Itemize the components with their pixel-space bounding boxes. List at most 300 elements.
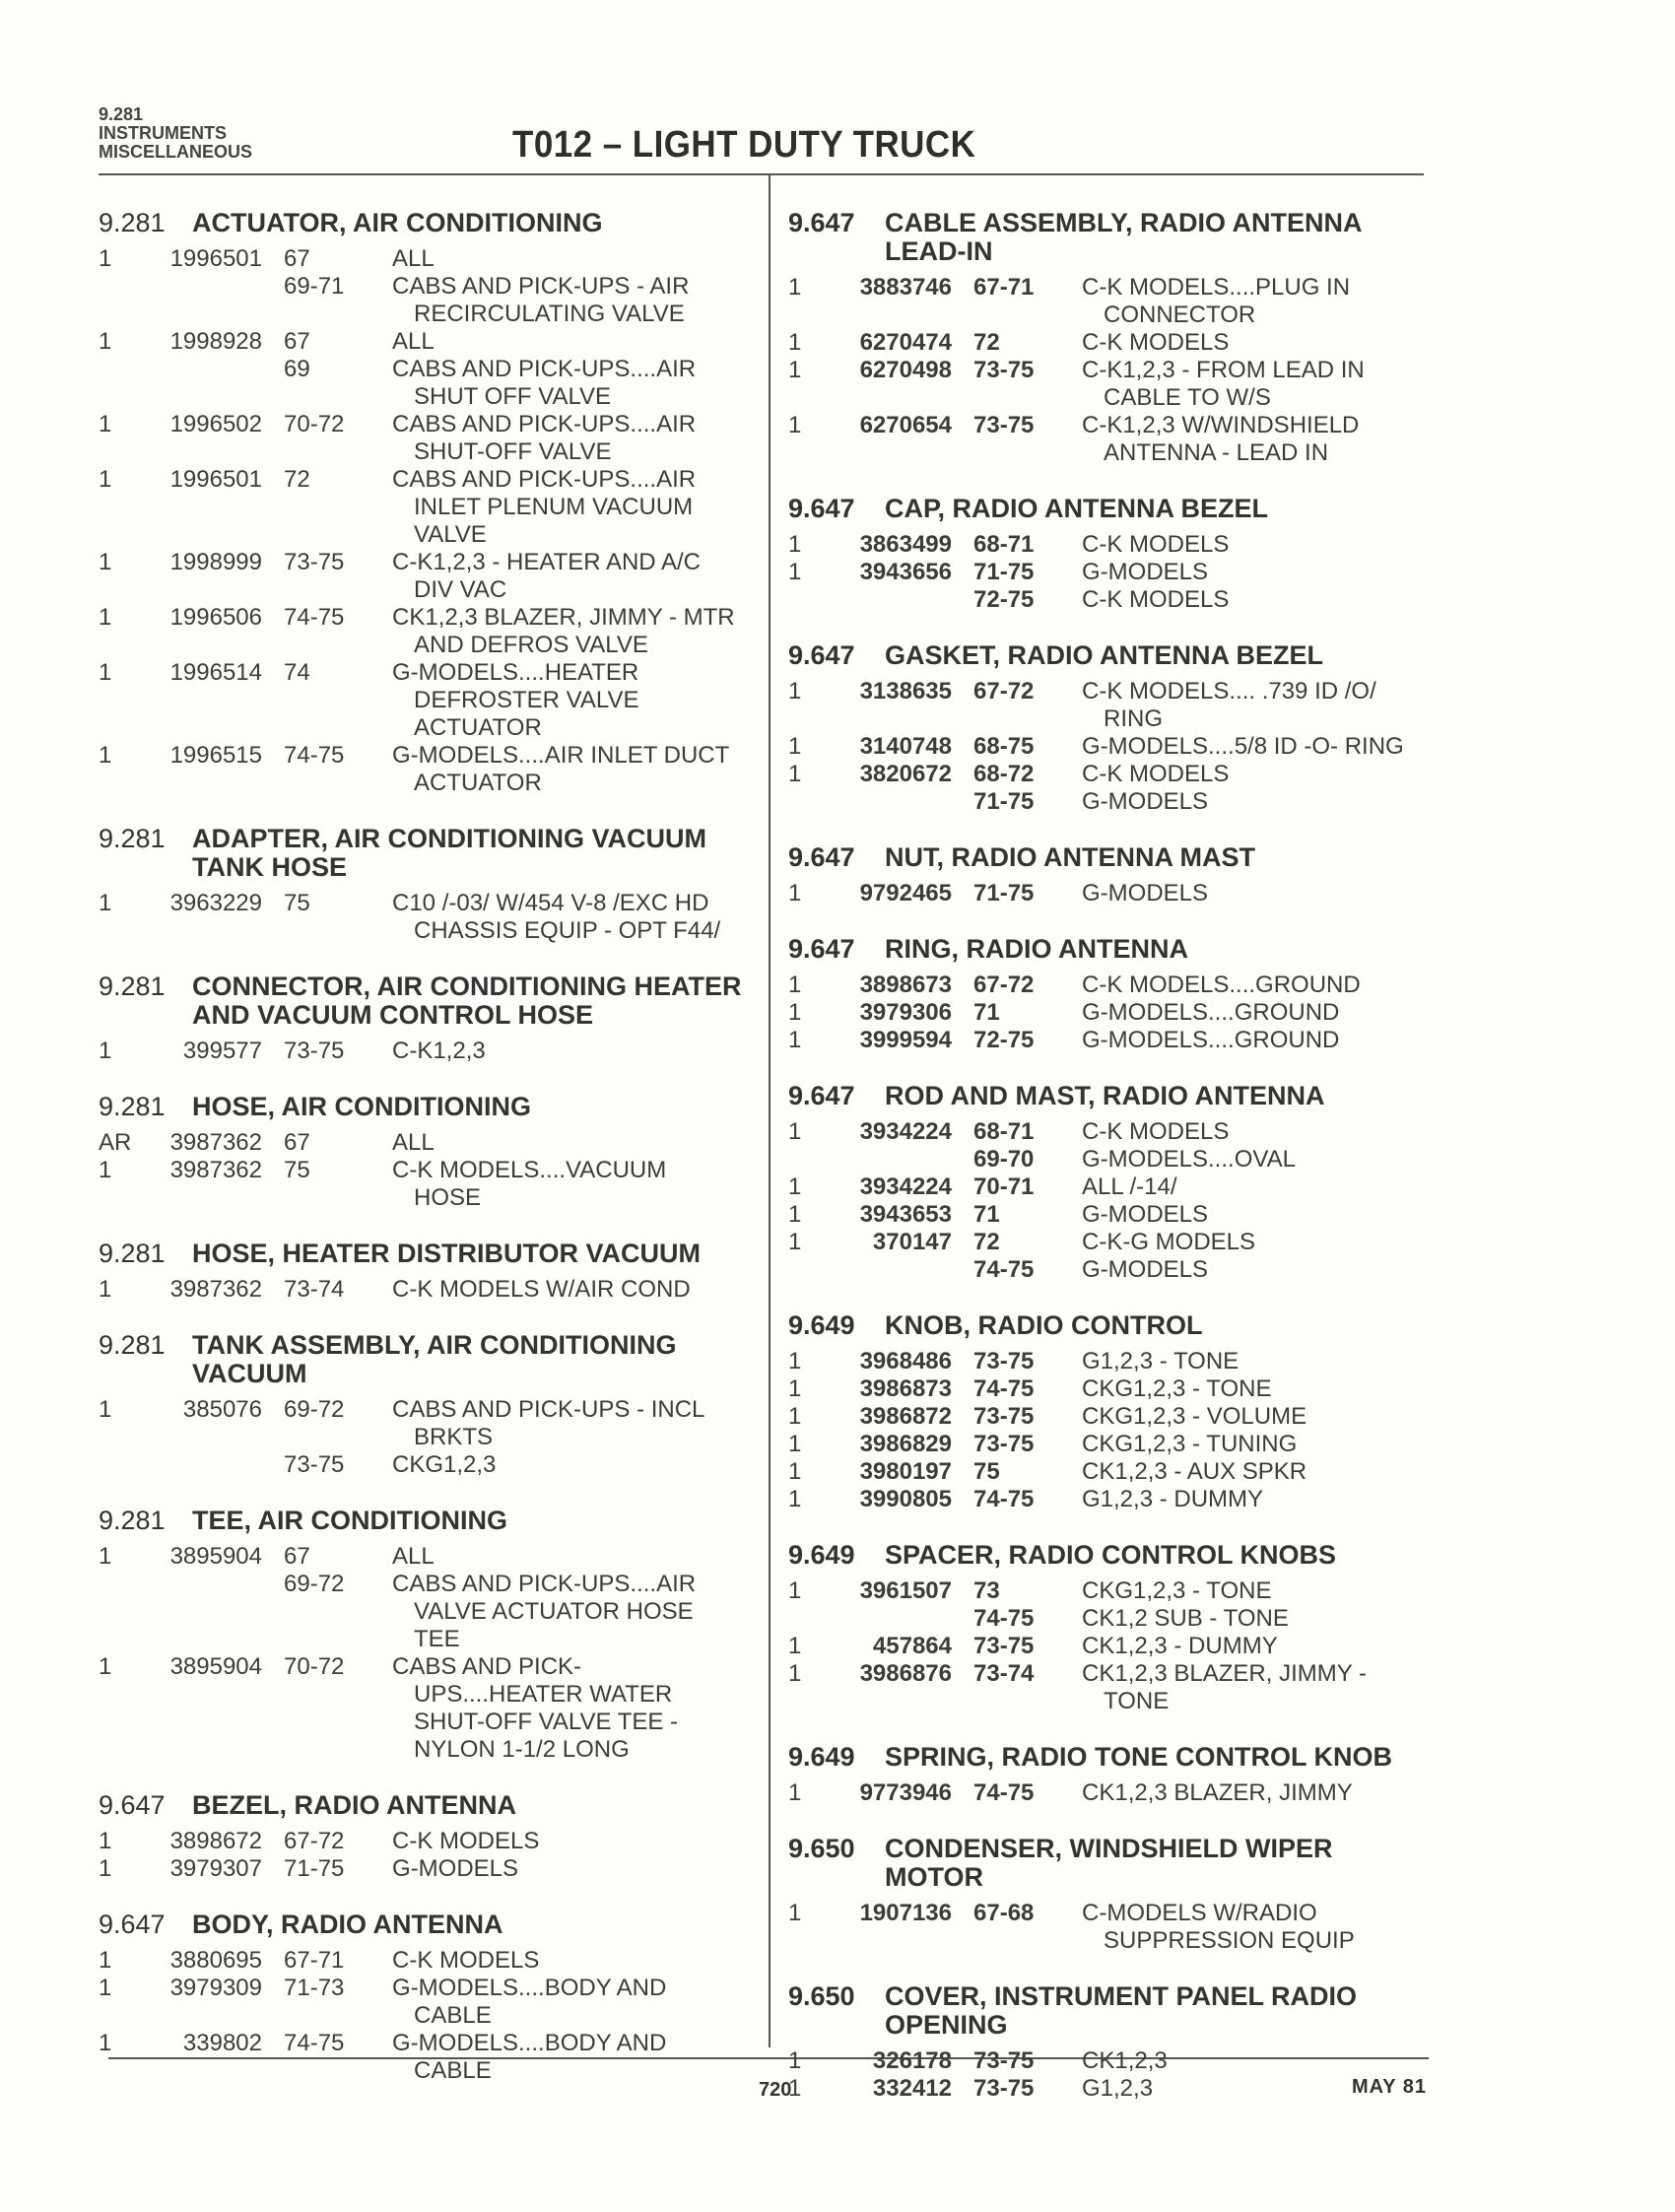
section-code: 9.647 [788,208,855,237]
model-years: 74-75 [973,1486,1035,1512]
model-years: 67-72 [973,972,1035,998]
part-number: 1998999 [169,549,262,575]
section-title: GASKET, RADIO ANTENNA BEZEL [885,640,1324,670]
model-years: 71-75 [284,1855,345,1882]
part-description [1072,1173,1439,1201]
part-row [788,1146,1439,1173]
section-title: RING, RADIO ANTENNA [885,934,1188,964]
part-number: 370147 [872,1229,952,1255]
section-heading [788,495,1439,523]
quantity: 1 [788,1577,802,1604]
part-row [788,1229,1439,1256]
part-row [788,1779,1439,1807]
parts-section [99,825,749,945]
part-description [1072,1229,1439,1256]
model-years: 74-75 [973,1605,1035,1632]
description-line: G-MODELS....BODY AND [392,2030,667,2056]
part-number: 3979307 [169,1855,262,1882]
part-description [1072,2047,1439,2075]
part-description [382,1855,749,1883]
section-heading [788,209,1439,266]
quantity [788,586,826,614]
model-years: 71-75 [973,880,1035,906]
quantity [788,788,826,816]
part-number: 9792465 [859,880,952,906]
part-description [382,1828,749,1855]
model-years: 68-71 [973,531,1035,558]
part-number [826,1146,952,1173]
model-years: 73-74 [973,1660,1035,1687]
part-row [788,1660,1439,1715]
part-number: 3986876 [859,1660,952,1687]
model-years: 73-75 [973,1431,1035,1457]
description-line: CK1,2 SUB - TONE [1082,1605,1289,1632]
part-row [99,1975,749,2030]
description-line: NYLON 1-1/2 LONG [414,1736,630,1763]
part-description [382,1543,749,1571]
part-number: 1996501 [169,466,262,493]
part-row [788,1173,1439,1201]
part-description [1072,1458,1439,1486]
model-years: 69-72 [284,1396,345,1423]
section-heading [99,1093,749,1121]
model-years: 73-75 [973,1633,1035,1659]
section-title: NUT, RADIO ANTENNA MAST [885,842,1255,872]
part-row [788,1375,1439,1403]
part-number: 3898672 [169,1828,262,1854]
section-code: 9.650 [788,1981,855,2011]
section-header [99,105,252,162]
model-years: 74-75 [284,604,345,631]
description-line: SHUT-OFF VALVE [414,438,612,465]
quantity: 1 [788,1229,802,1255]
model-years: 73 [973,1577,1000,1604]
description-line: AND DEFROS VALVE [414,632,648,658]
section-heading [99,1910,749,1939]
model-years: 67-68 [973,1900,1035,1926]
section-code: 9.281 [99,1092,166,1121]
part-number: 3140748 [859,733,952,760]
quantity: 1 [99,245,112,272]
part-row [788,1458,1439,1486]
description-line: CKG1,2,3 - TONE [1082,1375,1272,1402]
section-title: SPRING, RADIO TONE CONTROL KNOB [885,1742,1393,1772]
part-number: 6270474 [859,329,952,356]
section-code: 9.647 [788,494,855,523]
part-description [382,659,749,742]
section-heading [99,209,749,237]
description-line: G-MODELS....OVAL [1082,1146,1296,1173]
section-code: 9.281 [99,1506,166,1535]
section-code: 9.650 [788,1834,855,1863]
description-line: DEFROSTER VALVE [414,687,639,713]
part-description [1072,1256,1439,1284]
part-number: 3986829 [859,1431,952,1457]
description-line: CABLE TO W/S [1104,384,1271,411]
part-row [788,1256,1439,1284]
description-line: C-MODELS W/RADIO [1082,1900,1317,1926]
model-years: 74-75 [284,2030,345,2056]
quantity: 1 [99,1975,112,2001]
part-number: 3934224 [859,1173,952,1200]
model-years: 69-72 [284,1571,345,1597]
part-description [382,1975,749,2030]
section-code: 9.281 [99,1330,166,1360]
description-line: C-K MODELS.... .739 ID /O/ [1082,678,1376,704]
part-row [99,742,749,797]
model-years: 69 [284,356,310,382]
section-code: 9.281 [99,824,166,853]
part-description [1072,531,1439,559]
part-row [788,1577,1439,1605]
quantity: 1 [99,549,112,575]
part-description [382,411,749,466]
part-row [788,733,1439,761]
right-column [788,209,1439,2130]
model-years: 73-75 [973,2047,1035,2074]
quantity: 1 [99,1038,112,1064]
part-row [99,1276,749,1304]
quantity: 1 [99,1947,112,1974]
page-title: T012 – LIGHT DUTY TRUCK [512,124,976,166]
section-code: 9.647 [788,934,855,964]
quantity: 1 [99,1157,112,1183]
parts-section [99,1910,749,2085]
part-row [788,559,1439,586]
description-line: TONE [1104,1688,1170,1714]
section-title: ADAPTER, AIR CONDITIONING VACUUM TANK HOSE [192,824,706,882]
part-row [788,1633,1439,1660]
model-years: 68-72 [973,761,1035,787]
section-title: HOSE, HEATER DISTRIBUTOR VACUUM [192,1239,702,1268]
part-description [1072,1633,1439,1660]
part-description [1072,1577,1439,1605]
part-number: 3961507 [859,1577,952,1604]
quantity: 1 [788,1027,802,1053]
part-description [1072,274,1439,329]
quantity: 1 [788,999,802,1026]
part-row [99,466,749,549]
quantity: 1 [788,274,802,301]
section-heading [788,935,1439,964]
part-number: 3883746 [859,274,952,301]
part-number: 3880695 [169,1947,262,1974]
quantity: 1 [788,1403,802,1430]
description-line: C-K MODELS [1082,531,1230,558]
parts-section [788,1743,1439,1807]
part-row [788,531,1439,559]
part-row [99,1451,749,1479]
part-number: 332412 [872,2075,952,2102]
column-divider [769,175,770,2047]
part-number [826,1256,952,1284]
description-line: C-K1,2,3 - HEATER AND A/C [392,549,701,575]
section-heading [99,1507,749,1535]
part-description [382,273,749,328]
section-heading [788,1835,1439,1892]
model-years: 67-71 [973,274,1035,301]
part-description [382,1653,749,1764]
model-years: 72 [973,1229,1000,1255]
parts-section [99,1093,749,1212]
part-row [99,549,749,604]
model-years: 67 [284,1129,310,1156]
description-line: SHUT-OFF VALVE TEE - [414,1709,679,1735]
model-years: 71-73 [284,1975,345,2001]
part-row [788,972,1439,999]
part-number: 1996514 [169,659,262,686]
part-row [788,274,1439,329]
model-years: 72 [973,329,1000,356]
part-row [788,1605,1439,1633]
description-line: C-K MODELS [392,1947,540,1974]
section-heading [788,1311,1439,1340]
quantity: 1 [788,880,802,906]
part-description [382,245,749,273]
part-number: 3999594 [859,1027,952,1053]
quantity: 1 [788,1375,802,1402]
description-line: G-MODELS [1082,880,1209,906]
part-number [136,356,262,411]
part-description [382,356,749,411]
description-line: CKG1,2,3 [392,1451,497,1478]
part-number: 3986872 [859,1403,952,1430]
part-row [99,1543,749,1571]
description-line: CABS AND PICK-UPS - INCL [392,1396,705,1423]
part-row [99,1571,749,1653]
quantity [99,1451,136,1479]
part-description [1072,1348,1439,1375]
description-line: VALVE ACTUATOR HOSE [414,1598,694,1625]
part-number: 339802 [182,2030,262,2056]
description-line: G-MODELS....HEATER [392,659,639,686]
part-number [826,788,952,816]
part-number: 1998928 [169,328,262,355]
quantity: 1 [99,1276,112,1303]
part-number: 3934224 [859,1118,952,1145]
model-years: 71-75 [973,788,1035,815]
description-line: CABS AND PICK-UPS - AIR [392,273,690,300]
part-row [99,1396,749,1451]
description-line: HOSE [414,1184,482,1211]
part-description [1072,788,1439,816]
section-heading [788,843,1439,872]
part-description [1072,999,1439,1027]
description-line: C-K1,2,3 W/WINDSHIELD [1082,412,1360,438]
description-line: CABS AND PICK-UPS....AIR [392,466,697,493]
part-description [382,1396,749,1451]
section-code: 9.647 [788,842,855,872]
description-line: C-K MODELS....GROUND [1082,972,1361,998]
section-title: TANK ASSEMBLY, AIR CONDITIONING VACUUM [192,1330,677,1388]
description-line: RECIRCULATING VALVE [414,301,685,327]
part-row [99,245,749,273]
part-description [1072,1118,1439,1146]
section-title: BODY, RADIO ANTENNA [192,1910,503,1939]
part-description [1072,1146,1439,1173]
section-title: BEZEL, RADIO ANTENNA [192,1790,516,1820]
description-line: ALL [392,245,435,272]
quantity: 1 [788,412,802,438]
quantity: 1 [788,329,802,356]
description-line: C-K MODELS....VACUUM [392,1157,667,1183]
part-row [788,1027,1439,1054]
description-line: CHASSIS EQUIP - OPT F44/ [414,917,721,944]
part-row [99,1038,749,1065]
quantity: 1 [788,678,802,704]
description-line: ALL [392,328,435,355]
description-line: C10 /-03/ W/454 V-8 /EXC HD [392,890,709,916]
section-title: HOSE, AIR CONDITIONING [192,1092,532,1121]
section-heading [788,1982,1439,2040]
quantity: 1 [788,733,802,760]
description-line: CKG1,2,3 - TONE [1082,1577,1272,1604]
part-description [382,890,749,945]
part-number: 1996501 [169,245,262,272]
part-number [136,1451,262,1479]
part-number: 3895904 [169,1543,262,1570]
part-number: 3990805 [859,1486,952,1512]
part-row [788,1403,1439,1431]
section-code: 9.647 [788,1081,855,1110]
quantity: 1 [788,2075,802,2102]
part-row [99,273,749,328]
model-years: 73-75 [973,1348,1035,1374]
part-number: 1996515 [169,742,262,769]
part-description [1072,972,1439,999]
description-line: CABS AND PICK-UPS....AIR [392,356,697,382]
quantity: 1 [99,466,112,493]
model-years: 74 [284,659,310,686]
part-description [1072,329,1439,357]
quantity: 1 [788,1633,802,1659]
quantity: 1 [788,531,802,558]
part-number: 3987362 [169,1157,262,1183]
quantity [99,1571,136,1653]
description-line: CKG1,2,3 - TUNING [1082,1431,1298,1457]
description-line: C-K1,2,3 - FROM LEAD IN [1082,357,1365,383]
part-description [382,1947,749,1975]
model-years: 67 [284,245,310,272]
quantity: 1 [99,1855,112,1882]
part-row [788,1348,1439,1375]
model-years: 67-72 [973,678,1035,704]
part-description [1072,880,1439,907]
model-years: 71-75 [973,559,1035,585]
model-years: 68-75 [973,733,1035,760]
quantity: 1 [99,1396,112,1423]
description-line: CK1,2,3 - AUX SPKR [1082,1458,1307,1485]
quantity [99,273,136,328]
part-description [382,1129,749,1157]
part-row [99,1855,749,1883]
part-number: 457864 [872,1633,952,1659]
quantity: 1 [99,1653,112,1680]
description-line: VALVE [414,521,487,548]
part-number: 1996506 [169,604,262,631]
parts-section [788,209,1439,467]
model-years: 68-71 [973,1118,1035,1145]
section-heading [99,825,749,882]
description-line: DIV VAC [414,576,507,603]
quantity: 1 [788,1173,802,1200]
quantity: 1 [99,742,112,769]
description-line: CK1,2,3 - DUMMY [1082,1633,1278,1659]
part-row [788,412,1439,467]
description-line: CABLE [414,2057,492,2084]
section-title: CONNECTOR, AIR CONDITIONING HEATER AND VACUUM CONTROL HOSE [192,972,742,1030]
section-title: CONDENSER, WINDSHIELD WIPER MOTOR [885,1834,1333,1892]
part-description [1072,559,1439,586]
part-number: 3979306 [859,999,952,1026]
section-code: 9.281 [99,1239,166,1268]
part-number [136,1571,262,1653]
part-description [1072,1201,1439,1229]
part-description [382,1038,749,1065]
quantity: 1 [788,1458,802,1485]
part-row [788,329,1439,357]
part-number: 3963229 [169,890,262,916]
part-number [136,273,262,328]
description-line: INLET PLENUM VACUUM [414,494,694,520]
part-description [1072,412,1439,467]
part-description [382,549,749,604]
model-years: 73-74 [284,1276,345,1303]
quantity [788,1146,826,1173]
section-code: 9.649 [788,1540,855,1570]
part-number: 3898673 [859,972,952,998]
description-line: C-K MODELS [1082,761,1230,787]
part-description [1072,1779,1439,1807]
description-line: ACTUATOR [414,770,542,796]
part-row [788,1486,1439,1513]
part-number: 3863499 [859,531,952,558]
model-years: 75 [284,890,310,916]
quantity: 1 [788,2047,802,2074]
part-description [382,742,749,797]
description-line: G-MODELS....5/8 ID -O- RING [1082,733,1404,760]
part-description [382,1157,749,1212]
description-line: C-K MODELS [1082,1118,1230,1145]
part-description [1072,1027,1439,1054]
header-category-line2: MISCELLANEOUS [99,142,253,162]
description-line: C-K MODELS W/AIR COND [392,1276,691,1303]
parts-section [99,1240,749,1304]
section-title: ROD AND MAST, RADIO ANTENNA [885,1081,1325,1110]
parts-section [788,495,1439,614]
part-row [99,411,749,466]
quantity [99,356,136,411]
model-years: 74-75 [284,742,345,769]
page-number: 720 [759,2079,792,2101]
section-title: CABLE ASSEMBLY, RADIO ANTENNA LEAD-IN [885,208,1362,266]
part-row [788,1201,1439,1229]
part-row [99,890,749,945]
part-row [788,761,1439,788]
section-heading [788,1743,1439,1772]
description-line: ALL /-14/ [1082,1173,1177,1200]
section-title: COVER, INSTRUMENT PANEL RADIO OPENING [885,1981,1358,2040]
part-row [99,1653,749,1764]
description-line: C-K-G MODELS [1082,1229,1256,1255]
description-line: SUPPRESSION EQUIP [1104,1927,1355,1954]
part-row [788,678,1439,733]
part-row [99,328,749,356]
description-line: CK1,2,3 BLAZER, JIMMY - [1082,1660,1367,1687]
quantity: 1 [788,972,802,998]
description-line: G-MODELS....GROUND [1082,1027,1340,1053]
model-years: 73-75 [973,2075,1035,2102]
